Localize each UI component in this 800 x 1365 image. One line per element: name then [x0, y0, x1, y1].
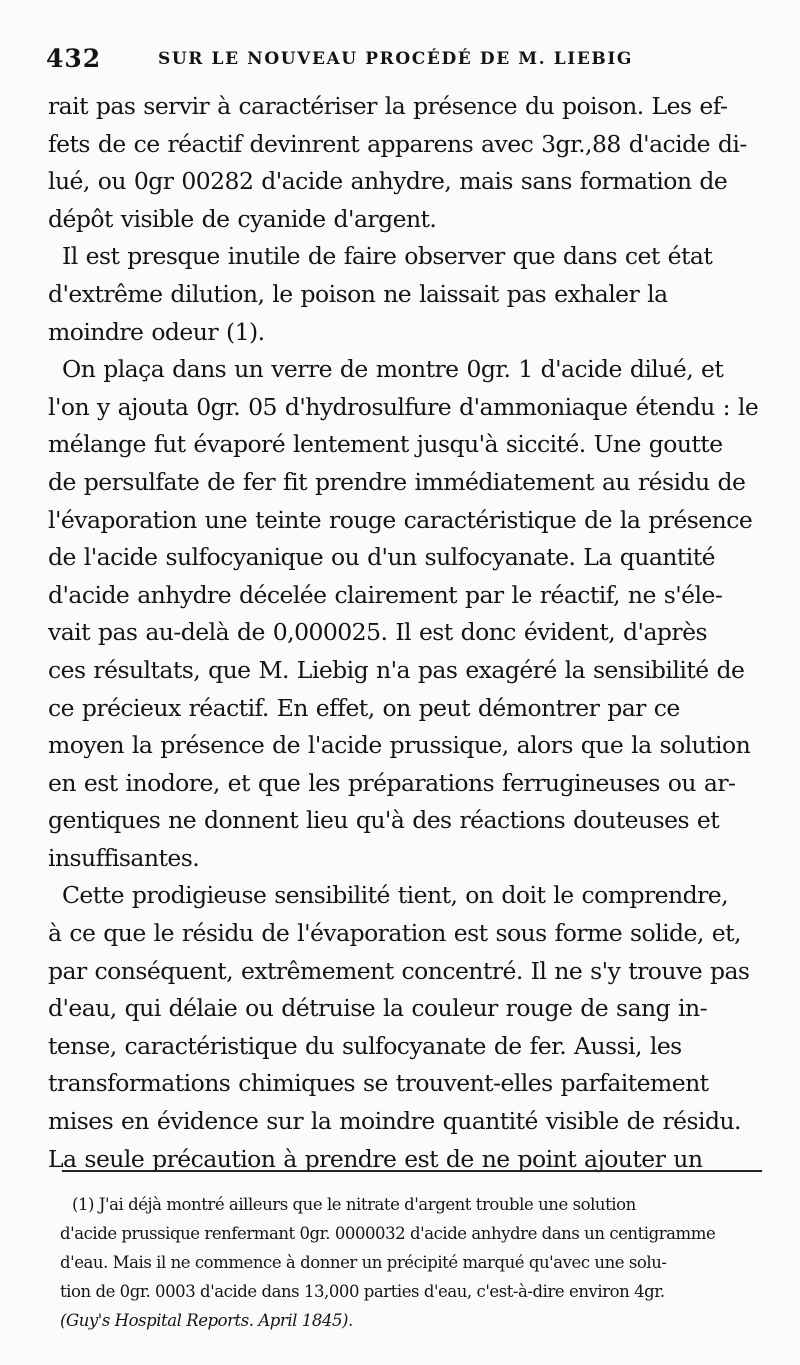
text-line: d'eau, qui délaie ou détruise la couleur rouge de sang in-	[48, 994, 707, 1023]
text-line: ces résultats, que M. Liebig n'a pas exagéré la sensibilité de	[48, 655, 745, 684]
text-line: rait pas servir à caractériser la présence du poison. Les ef-	[48, 92, 728, 120]
text-line: moyen la présence de l'acide prussique, alors que la solution	[48, 731, 751, 760]
footnote	[60, 1190, 772, 1335]
text-line: de persulfate de fer fit prendre immédiatement au résidu de	[48, 467, 746, 496]
footnote-line: d'eau. Mais il ne commence à donner un précipité marqué qu'avec une solu-	[60, 1253, 667, 1272]
text-line: Cette prodigieuse sensibilité tient, on doit le comprendre,	[62, 881, 729, 910]
main-text	[48, 88, 768, 1178]
text-line: d'acide anhydre décelée clairement par le réactif, ne s'éle-	[48, 580, 723, 609]
text-line: mises en évidence sur la moindre quantité visible de résidu.	[48, 1107, 741, 1136]
text-line: en est inodore, et que les préparations ferrugineuses ou ar-	[48, 768, 736, 797]
text-line: On plaça dans un verre de montre 0gr. 1 d'acide dilué, et	[62, 355, 724, 384]
page-number: 432	[46, 44, 102, 73]
text-line: fets de ce réactif devinrent apparens avec 3gr.,88 d'acide di-	[48, 129, 747, 158]
text-line: l'évaporation une teinte rouge caractéristique de la présence	[48, 505, 753, 534]
text-line: de l'acide sulfocyanique ou d'un sulfocyanate. La quantité	[48, 543, 715, 572]
text-line: d'extrême dilution, le poison ne laissait pas exhaler la	[48, 279, 668, 308]
text-line: l'on y ajouta 0gr. 05 d'hydrosulfure d'ammoniaque étendu : le	[48, 392, 759, 421]
footnote-line: (1) J'ai déjà montré ailleurs que le nitrate d'argent trouble une solution	[72, 1195, 636, 1214]
footnote-separator-rule	[62, 1170, 762, 1172]
text-line: ce précieux réactif. En effet, on peut démontrer par ce	[48, 693, 680, 722]
text-line: à ce que le résidu de l'évaporation est sous forme solide, et,	[48, 919, 741, 948]
text-line: insuffisantes.	[48, 843, 200, 872]
footnote-line: d'acide prussique renfermant 0gr. 0000032 d'acide anhydre dans un centigramme	[60, 1224, 716, 1243]
text-line: La seule précaution à prendre est de ne point ajouter un	[48, 1144, 703, 1173]
footnote-line: tion de 0gr. 0003 d'acide dans 13,000 parties d'eau, c'est-à-dire environ 4gr.	[60, 1282, 665, 1301]
text-line: tense, caractéristique du sulfocyanate de fer. Aussi, les	[48, 1031, 682, 1060]
text-line: vait pas au-delà de 0,000025. Il est donc évident, d'après	[48, 618, 707, 647]
text-line: mélange fut évaporé lentement jusqu'à siccité. Une goutte	[48, 430, 723, 459]
running-head: SUR LE NOUVEAU PROCÉDÉ DE M. LIEBIG	[158, 49, 634, 69]
text-line: dépôt visible de cyanide d'argent.	[48, 204, 437, 233]
text-line: moindre odeur (1).	[48, 317, 265, 346]
text-line: par conséquent, extrêmement concentré. Il ne s'y trouve pas	[48, 956, 750, 985]
text-line: transformations chimiques se trouvent-elles parfaitement	[48, 1069, 709, 1098]
footnote-line: (Guy's Hospital Reports. April 1845).	[60, 1311, 353, 1330]
text-line: gentiques ne donnent lieu qu'à des réactions douteuses et	[48, 806, 720, 835]
text-line: lué, ou 0gr 00282 d'acide anhydre, mais sans formation de	[48, 167, 728, 196]
text-line: Il est presque inutile de faire observer que dans cet état	[62, 242, 713, 271]
page-header	[46, 44, 756, 78]
